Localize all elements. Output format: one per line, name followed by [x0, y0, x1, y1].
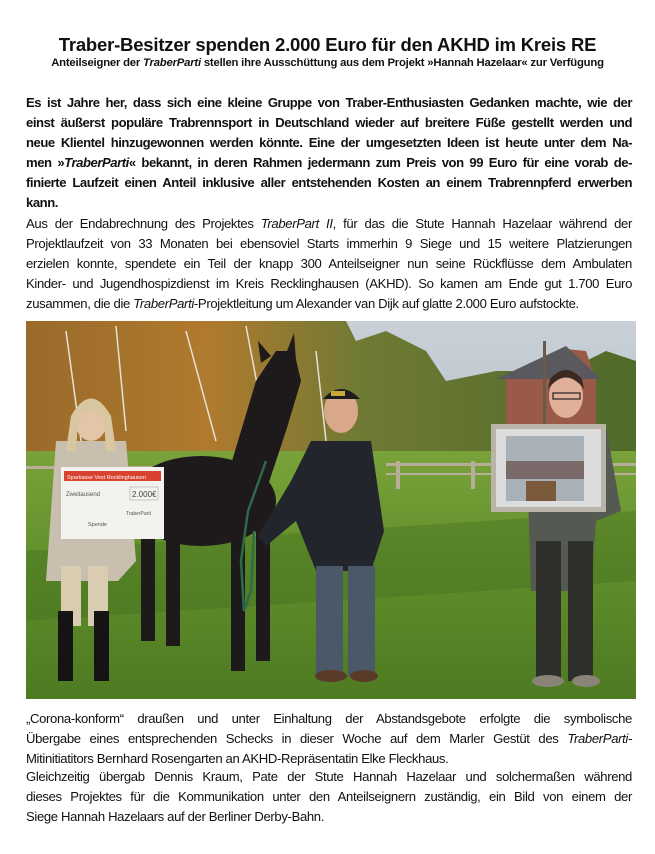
text: -Projektleitung um Alexander van Dijk auf glatte 2.000 Euro aufstockte.: [193, 296, 579, 311]
brand-name: TraberParti: [64, 155, 129, 170]
subtitle-text: Anteilseigner der: [51, 57, 144, 69]
check-memo: Spende: [88, 522, 107, 528]
framed-picture: [491, 424, 606, 512]
body-line: erzielen konnte, spendete ein Teil der knapp 300 Anteilseigner nun seine Rückflüsse dem Ambulaten: [26, 256, 632, 271]
check-amount: 2.000€: [132, 490, 157, 499]
article-photo: [26, 321, 636, 699]
body-line: Projektlaufzeit von 33 Monaten bei ebensoviel Starts immerhin 9 Siege und 15 weitere Platzierungen: [26, 236, 632, 251]
body-line: [26, 294, 632, 314]
body-line: „Corona-konform“ draußen und unter Einhaltung der Abstandsgebote erfolgte die symbolische: [26, 711, 632, 726]
body-line: [26, 214, 632, 234]
body-paragraph-4: [26, 767, 632, 827]
subtitle-brand: TraberParti: [143, 57, 201, 69]
lead-line: neue Klientel hinzugewonnen werden könnte. Eine der umgesetzten Ideen ist heute unter dem Na-: [26, 135, 632, 150]
lead-line: finierte Laufzeit einen Anteil inklusive aller entstehenden Kosten an einem Trabrennpferd erwerben: [26, 175, 632, 190]
text: men »: [26, 155, 65, 170]
body-line: [26, 729, 632, 749]
check-words: Zweitausend: [66, 492, 101, 498]
subtitle-text-end: stellen ihre Ausschüttung aus dem Projekt »Hannah Hazelaar« zur Verfügung: [200, 57, 604, 69]
check-bank: Sparkasse Vest Recklinghausen: [67, 475, 146, 481]
text: Aus der Endabrechnung des Projektes: [26, 216, 261, 231]
body-line: dieses Projektes für die Kommunikation unter den Anteilseignern zuständig, ein Bild von einem der: [26, 789, 632, 804]
article-title: Traber-Besitzer spenden 2.000 Euro für den AKHD im Kreis RE: [58, 34, 597, 56]
brand-name: TraberParti-: [567, 731, 632, 746]
donation-check: [61, 467, 164, 539]
text: « bekannt, in deren Rahmen jedermann zum Preis von 99 Euro für eine vorab de-: [128, 155, 632, 170]
body-line: Gleichzeitig übergab Dennis Kraum, Pate der Stute Hannah Hazelaar und solchermaßen während: [26, 769, 632, 784]
lead-line: Es ist Jahre her, dass sich eine kleine Gruppe von Traber-Enthusiasten Gedanken machte, wie der: [26, 95, 632, 110]
body-line: Siege Hannah Hazelaars auf der Berliner Derby-Bahn.: [26, 809, 325, 824]
project-name: TraberPart II: [260, 216, 333, 231]
body-paragraph-2: [26, 214, 632, 314]
body-paragraph-3: [26, 709, 632, 769]
brand-name: TraberParti: [133, 296, 194, 311]
text: , für das die Stute Hannah Hazelaar während der: [332, 216, 632, 231]
lead-line: [26, 153, 632, 173]
check-signature: TraberParti: [126, 511, 151, 517]
photo-illustration: [26, 321, 636, 699]
text: Übergabe eines entsprechenden Schecks in dieser Woche auf dem Marler Gestüt des: [26, 731, 568, 746]
article-subtitle: [0, 57, 655, 69]
text: zusammen, die die: [26, 296, 134, 311]
body-line: Mitinitiatitors Bernhard Rosengarten an AKHD-Repräsentatin Elke Fleckhaus.: [26, 751, 449, 766]
body-line: Kinder- und Jugendhospizdienst im Kreis Recklinghausen (AKHD). So kamen am Ende gut 1.700 Euro: [26, 276, 632, 291]
lead-line: einst äußerst populäre Trabrennsport in Deutschland wieder auf breitere Füße gestellt werden und: [26, 115, 632, 130]
lead-line: kann.: [26, 195, 58, 210]
lead-paragraph: [26, 93, 632, 213]
